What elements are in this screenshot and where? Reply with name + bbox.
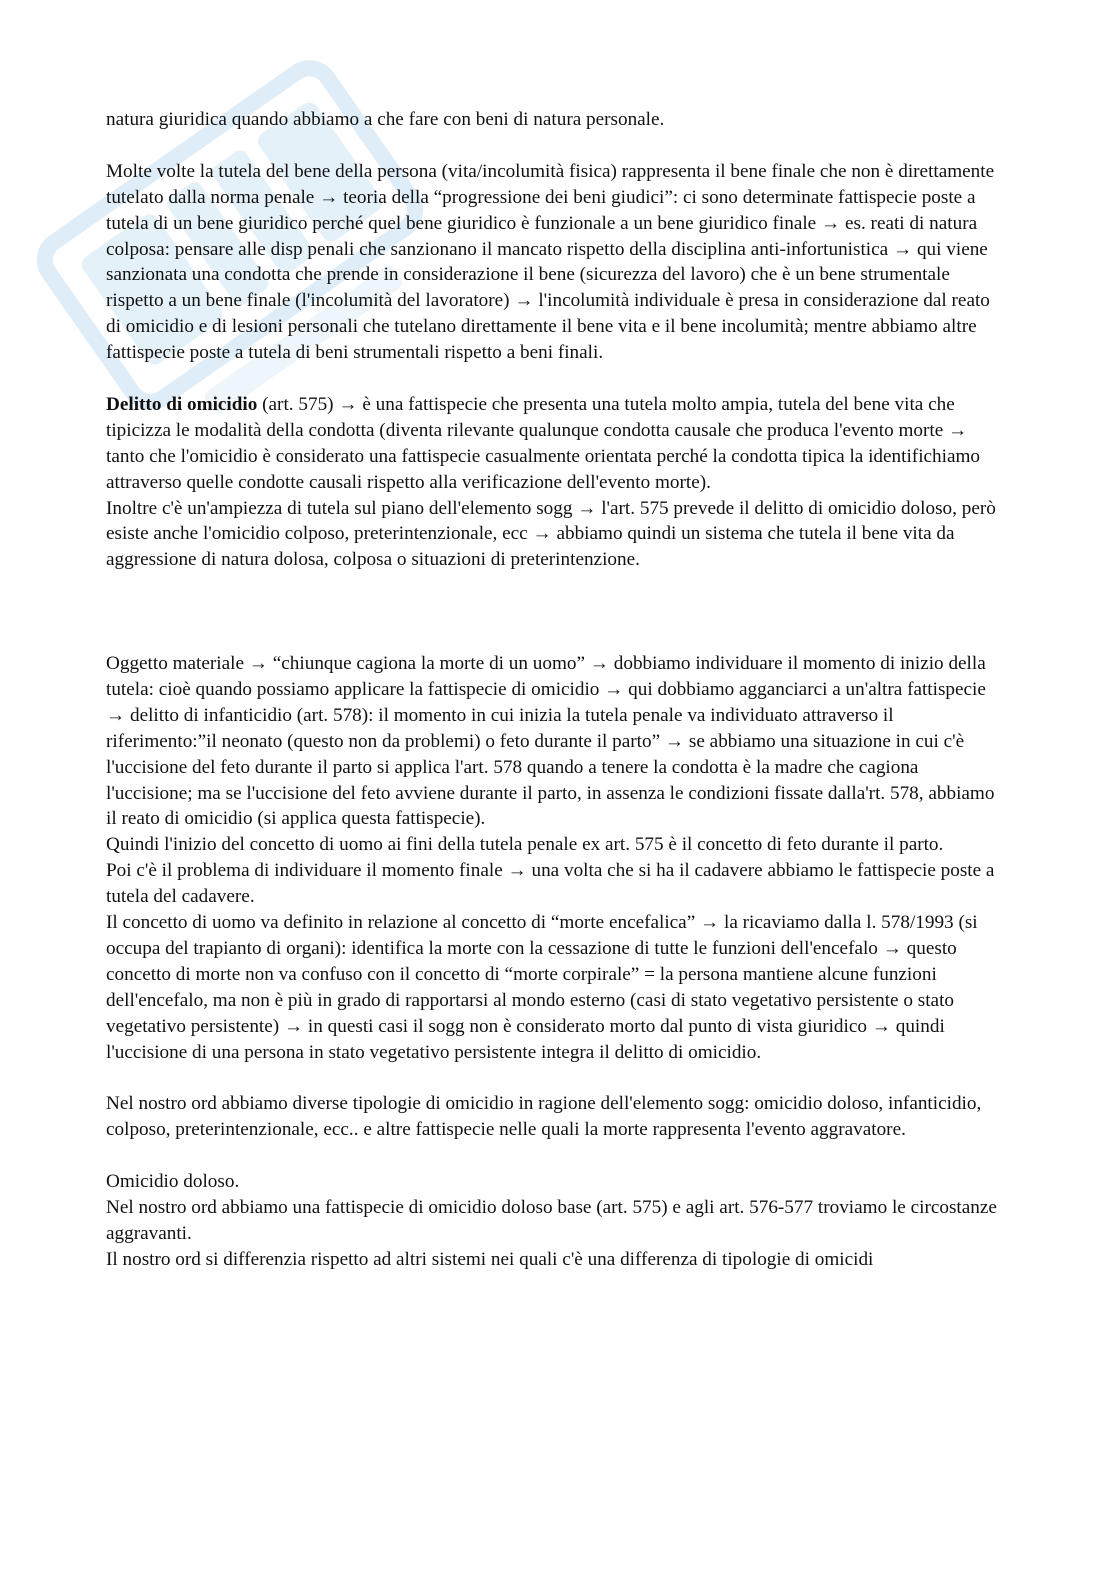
paragraph: Molte volte la tutela del bene della persona (vita/incolumità fisica) rappresenta il bene finale che non è direttamente tutelato dalla norma penale → teoria della “progressione dei beni giudici”: ci sono determinate fattispecie poste a tutela di un bene giuridico perché quel bene giuridico è funzionale a un bene giuridico finale → es. reati di natura colposa: pensare alle disp penali che sanzionano il mancato rispetto della disciplina anti-infortunistica → qui viene sanzionata una condotta che prende in considerazione il bene (sicurezza del lavoro) che è un bene strumentale rispetto a un bene finale (l'incolumità del lavoratore) → l'incolumità individuale è presa in considerazione dal reato di omicidio e di lesioni personali che tutelano direttamente il bene vita e il bene incolumità; mentre abbiamo altre fattispecie poste a tutela di beni strumentali rispetto a beni finali. (106, 160, 995, 364)
paragraph: Nel nostro ord abbiamo una fattispecie di omicidio doloso base (art. 575) e agli art. 576-577 troviamo le circostanze aggravanti. (106, 1196, 997, 1244)
paragraph: natura giuridica quando abbiamo a che fare con beni di natura personale. (106, 109, 665, 130)
paragraph-text: (art. 575) → è una fattispecie che presenta una tutela molto ampia, tutela del bene vita che tipicizza le modalità della condotta (diventa rilevante qualunque condotta causale che produca l'evento morte → tanto che l'omicidio è considerato una fattispecie casualmente orientata perché la condotta tipica la identifichiamo attraverso quelle condotte causali rispetto alla verificazione dell'evento morte). (106, 393, 980, 493)
paragraph: Inoltre c'è un'ampiezza di tutela sul piano dell'elemento sogg → l'art. 575 prevede il delitto di omicidio doloso, però esiste anche l'omicidio colposo, preterintenzionale, ecc → abbiamo quindi un sistema che tutela il bene vita da aggressione di natura dolosa, colposa o situazioni di preterintenzione. (106, 497, 996, 571)
paragraph: Il nostro ord si differenzia rispetto ad altri sistemi nei quali c'è una differenza di tipologie di omicidi (106, 1248, 874, 1270)
paragraph: Poi c'è il problema di individuare il momento finale → una volta che si ha il cadavere abbiamo le fattispecie poste a tutela del cadavere. (106, 860, 995, 908)
section-title: Omicidio doloso. (106, 1171, 240, 1193)
paragraph: Oggetto materiale → “chiunque cagiona la morte di un uomo” → dobbiamo individuare il momento di inizio della tutela: cioè quando possiamo applicare la fattispecie di omicidio → qui dobbiamo agganciarci a un'altra fattispecie → delitto di infanticidio (art. 578): il momento in cui inizia la tutela penale va individuato attraverso il riferimento:”il neonato (questo non da problemi) o feto durante il parto” → se abbiamo una situazione in cui c'è l'uccisione del feto durante il parto si applica l'art. 578 quando a tenere la condotta è la madre che cagiona l'uccisione; ma se l'uccisione del feto avviene durante il parto, in assenza le condizioni fissate dalla'rt. 578, abbiamo il reato di omicidio (si applica questa fattispecie). (106, 652, 995, 830)
section-heading: Delitto di omicidio (106, 393, 258, 415)
paragraph (106, 392, 1006, 496)
document-body (106, 107, 1006, 1273)
paragraph: Nel nostro ord abbiamo diverse tipologie di omicidio in ragione dell'elemento sogg: omicidio doloso, infanticidio, colposo, preterintenzionale, ecc.. e altre fattispecie nelle quali la morte rappresenta l'evento aggravatore. (106, 1093, 982, 1141)
paragraph: Quindi l'inizio del concetto di uomo ai fini della tutela penale ex art. 575 è il concetto di feto durante il parto. (106, 834, 944, 856)
paragraph: Il concetto di uomo va definito in relazione al concetto di “morte encefalica” → la ricaviamo dalla l. 578/1993 (si occupa del trapianto di organi): identifica la morte con la cessazione di tutte le funzioni dell'encefalo → questo concetto di morte non va confuso con il concetto di “morte corpirale” = la persona mantiene alcune funzioni dell'encefalo, ma non è più in grado di rapportarsi al mondo esterno (casi di stato vegetativo persistente o stato vegetativo persistente) → in questi casi il sogg non è considerato morto dal punto di vista giuridico → quindi l'uccisione di una persona in stato vegetativo persistente integra il delitto di omicidio. (106, 912, 978, 1063)
